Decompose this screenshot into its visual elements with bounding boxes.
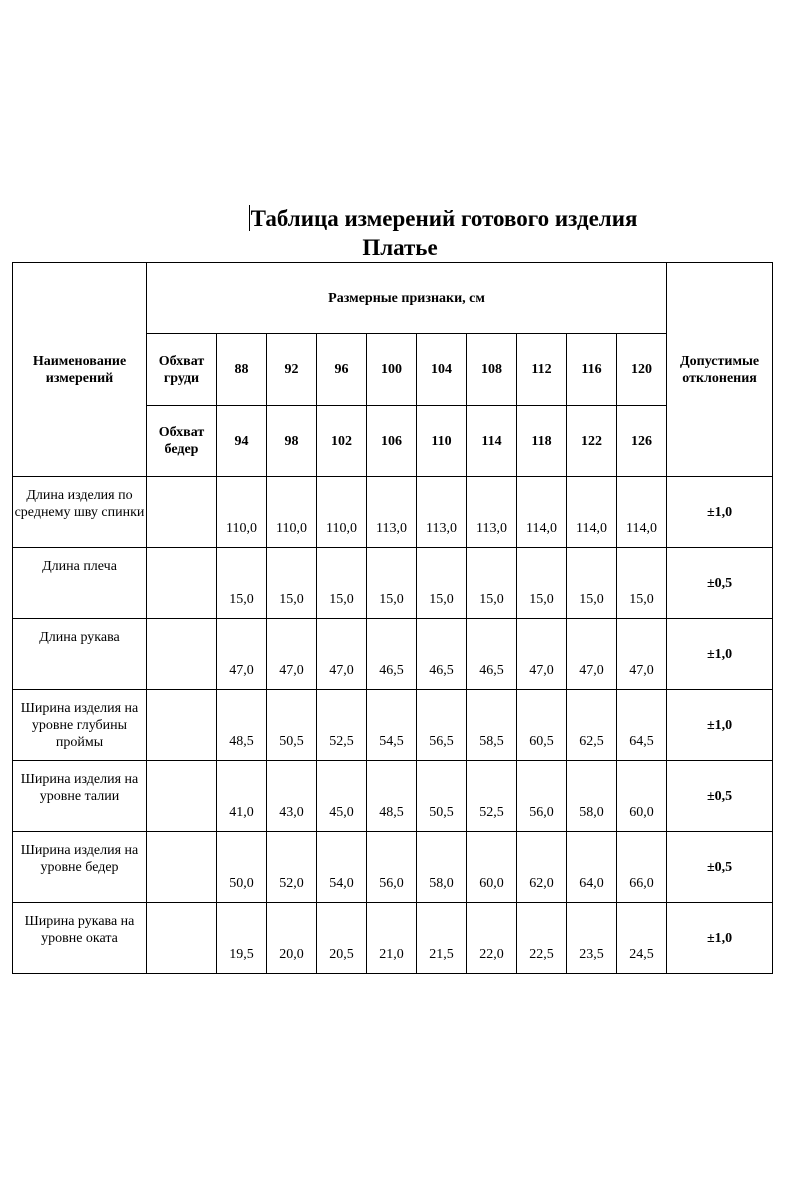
hips-size-0: 94 xyxy=(217,406,267,477)
measurement-name: Длина изделия по среднему шву спинки xyxy=(13,477,147,548)
empty-cell xyxy=(147,619,217,690)
measurement-value: 22,5 xyxy=(517,903,567,974)
chest-size-4: 104 xyxy=(417,334,467,406)
empty-cell xyxy=(147,548,217,619)
measurement-value: 22,0 xyxy=(467,903,517,974)
measurement-value: 47,0 xyxy=(317,619,367,690)
table-row xyxy=(13,619,773,690)
measurements-table xyxy=(12,262,773,974)
empty-cell xyxy=(147,477,217,548)
measurement-value: 15,0 xyxy=(267,548,317,619)
chest-size-7: 116 xyxy=(567,334,617,406)
measurement-value: 15,0 xyxy=(217,548,267,619)
measurement-value: 48,5 xyxy=(367,761,417,832)
tolerance-value: ±0,5 xyxy=(667,832,773,903)
measurement-name: Ширина изделия на уровне бедер xyxy=(13,832,147,903)
measurement-name: Ширина рукава на уровне оката xyxy=(13,903,147,974)
table-row xyxy=(13,477,773,548)
measurement-value: 46,5 xyxy=(367,619,417,690)
measurement-value: 56,5 xyxy=(417,690,467,761)
measurement-value: 64,0 xyxy=(567,832,617,903)
measurement-value: 64,5 xyxy=(617,690,667,761)
hips-label: Обхват бедер xyxy=(147,406,217,477)
hips-size-1: 98 xyxy=(267,406,317,477)
measurement-value: 60,0 xyxy=(617,761,667,832)
measurement-value: 56,0 xyxy=(367,832,417,903)
measurement-value: 46,5 xyxy=(417,619,467,690)
tolerance-value: ±1,0 xyxy=(667,690,773,761)
measurement-value: 48,5 xyxy=(217,690,267,761)
table-row xyxy=(13,903,773,974)
measurement-value: 56,0 xyxy=(517,761,567,832)
measurement-name: Длина рукава xyxy=(13,619,147,690)
measurement-value: 20,0 xyxy=(267,903,317,974)
measurement-value: 15,0 xyxy=(517,548,567,619)
measurement-value: 47,0 xyxy=(217,619,267,690)
measurement-value: 50,5 xyxy=(267,690,317,761)
table-row xyxy=(13,832,773,903)
empty-cell xyxy=(147,761,217,832)
measurement-value: 52,5 xyxy=(317,690,367,761)
measurement-value: 50,5 xyxy=(417,761,467,832)
measurement-value: 54,5 xyxy=(367,690,417,761)
size-group-header: Размерные признаки, см xyxy=(147,263,667,334)
header-row-group xyxy=(13,263,773,334)
measurement-value: 43,0 xyxy=(267,761,317,832)
measurement-value: 113,0 xyxy=(417,477,467,548)
measurement-value: 60,0 xyxy=(467,832,517,903)
measurement-value: 52,0 xyxy=(267,832,317,903)
table-row xyxy=(13,761,773,832)
measurement-value: 21,5 xyxy=(417,903,467,974)
hips-size-2: 102 xyxy=(317,406,367,477)
measurement-value: 54,0 xyxy=(317,832,367,903)
measurement-value: 15,0 xyxy=(367,548,417,619)
tolerance-value: ±1,0 xyxy=(667,477,773,548)
table-subtitle: Платье xyxy=(362,235,438,260)
chest-size-6: 112 xyxy=(517,334,567,406)
measurement-value: 52,5 xyxy=(467,761,517,832)
measurement-value: 60,5 xyxy=(517,690,567,761)
measurement-value: 47,0 xyxy=(567,619,617,690)
measurement-value: 23,5 xyxy=(567,903,617,974)
tolerance-value: ±1,0 xyxy=(667,903,773,974)
measurement-value: 62,0 xyxy=(517,832,567,903)
measurement-value: 15,0 xyxy=(567,548,617,619)
measurement-value: 58,5 xyxy=(467,690,517,761)
measurement-value: 15,0 xyxy=(617,548,667,619)
hips-size-3: 106 xyxy=(367,406,417,477)
measurement-value: 15,0 xyxy=(467,548,517,619)
hips-size-4: 110 xyxy=(417,406,467,477)
measurement-value: 114,0 xyxy=(517,477,567,548)
measurement-value: 62,5 xyxy=(567,690,617,761)
measurement-name: Ширина изделия на уровне глубины проймы xyxy=(13,690,147,761)
hips-size-6: 118 xyxy=(517,406,567,477)
tolerance-value: ±0,5 xyxy=(667,548,773,619)
measurement-value: 15,0 xyxy=(417,548,467,619)
tolerance-value: ±1,0 xyxy=(667,619,773,690)
chest-size-0: 88 xyxy=(217,334,267,406)
measurement-value: 114,0 xyxy=(617,477,667,548)
measurement-value: 19,5 xyxy=(217,903,267,974)
tolerance-column-header: Допустимые отклонения xyxy=(667,263,773,477)
hips-size-5: 114 xyxy=(467,406,517,477)
measurement-value: 113,0 xyxy=(367,477,417,548)
measurement-value: 15,0 xyxy=(317,548,367,619)
table-title: Таблица измерений готового изделия xyxy=(43,205,800,233)
hips-size-8: 126 xyxy=(617,406,667,477)
measurement-value: 50,0 xyxy=(217,832,267,903)
measurement-value: 110,0 xyxy=(217,477,267,548)
chest-size-5: 108 xyxy=(467,334,517,406)
measurement-value: 47,0 xyxy=(517,619,567,690)
measurement-value: 47,0 xyxy=(617,619,667,690)
measurement-value: 66,0 xyxy=(617,832,667,903)
measurement-value: 21,0 xyxy=(367,903,417,974)
empty-cell xyxy=(147,832,217,903)
name-column-header: Наименование измерений xyxy=(13,263,147,477)
chest-size-8: 120 xyxy=(617,334,667,406)
measurement-value: 58,0 xyxy=(417,832,467,903)
chest-size-2: 96 xyxy=(317,334,367,406)
measurement-value: 41,0 xyxy=(217,761,267,832)
measurement-value: 20,5 xyxy=(317,903,367,974)
measurement-name: Ширина изделия на уровне талии xyxy=(13,761,147,832)
measurement-value: 113,0 xyxy=(467,477,517,548)
chest-label: Обхват груди xyxy=(147,334,217,406)
measurement-value: 110,0 xyxy=(317,477,367,548)
chest-size-1: 92 xyxy=(267,334,317,406)
empty-cell xyxy=(147,690,217,761)
measurement-value: 114,0 xyxy=(567,477,617,548)
measurement-name: Длина плеча xyxy=(13,548,147,619)
table-row xyxy=(13,690,773,761)
measurement-value: 46,5 xyxy=(467,619,517,690)
chest-size-3: 100 xyxy=(367,334,417,406)
measurement-value: 45,0 xyxy=(317,761,367,832)
empty-cell xyxy=(147,903,217,974)
measurement-value: 110,0 xyxy=(267,477,317,548)
measurement-value: 47,0 xyxy=(267,619,317,690)
tolerance-value: ±0,5 xyxy=(667,761,773,832)
table-row xyxy=(13,548,773,619)
measurement-value: 58,0 xyxy=(567,761,617,832)
measurement-value: 24,5 xyxy=(617,903,667,974)
hips-size-7: 122 xyxy=(567,406,617,477)
